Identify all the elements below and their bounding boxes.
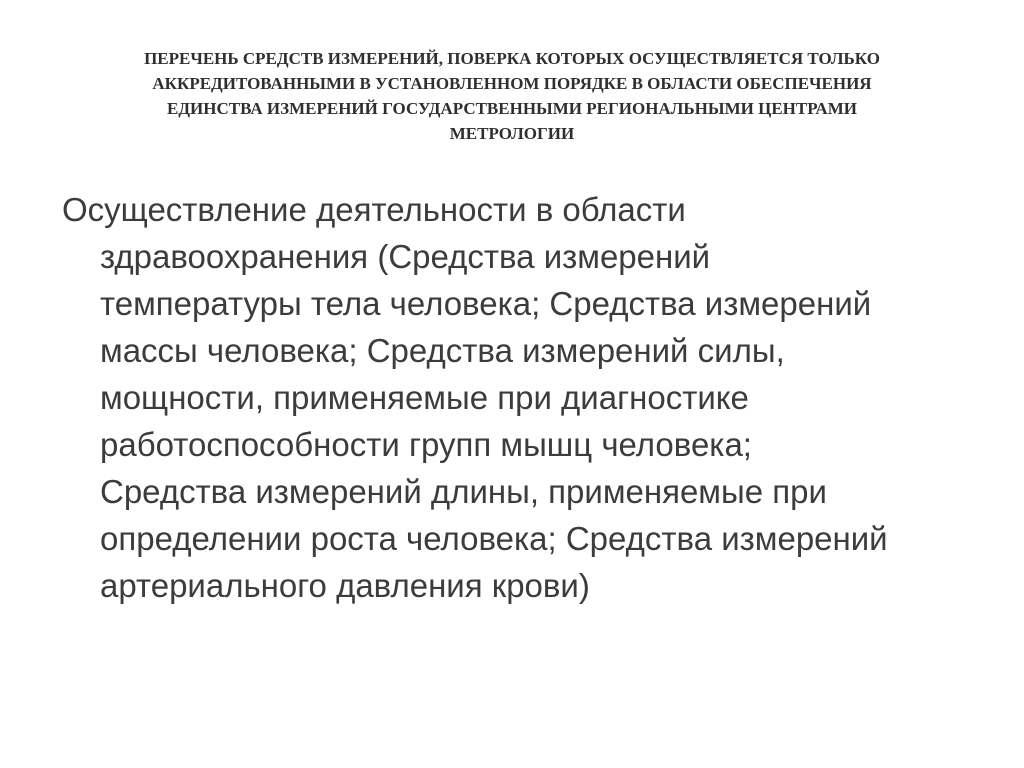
title-line: ЕДИНСТВА ИЗМЕРЕНИЙ ГОСУДАРСТВЕННЫМИ РЕГИОНАЛЬНЫМИ ЦЕНТРАМИ	[167, 99, 857, 118]
body-line: работоспособности групп мышц человека;	[100, 426, 752, 463]
body-line: Осуществление деятельности в области	[62, 191, 686, 228]
slide-title	[72, 46, 952, 146]
body-line: здравоохранения (Средства измерений	[100, 238, 711, 275]
title-line: МЕТРОЛОГИИ	[449, 124, 575, 143]
body-line: определении роста человека; Средства измерений	[100, 520, 888, 557]
body-line: температуры тела человека; Средства измерений	[100, 285, 872, 322]
slide-body-text	[62, 186, 992, 609]
title-line: ПЕРЕЧЕНЬ СРЕДСТВ ИЗМЕРЕНИЙ, ПОВЕРКА КОТОРЫХ ОСУЩЕСТВЛЯЕТСЯ ТОЛЬКО	[144, 49, 880, 68]
body-line: мощности, применяемые при диагностике	[100, 379, 749, 416]
body-line: Средства измерений длины, применяемые при	[100, 473, 827, 510]
body-line: артериального давления крови)	[100, 567, 590, 604]
title-line: АККРЕДИТОВАННЫМИ В УСТАНОВЛЕННОМ ПОРЯДКЕ В ОБЛАСТИ ОБЕСПЕЧЕНИЯ	[152, 74, 872, 93]
body-line: массы человека; Средства измерений силы,	[100, 332, 785, 369]
